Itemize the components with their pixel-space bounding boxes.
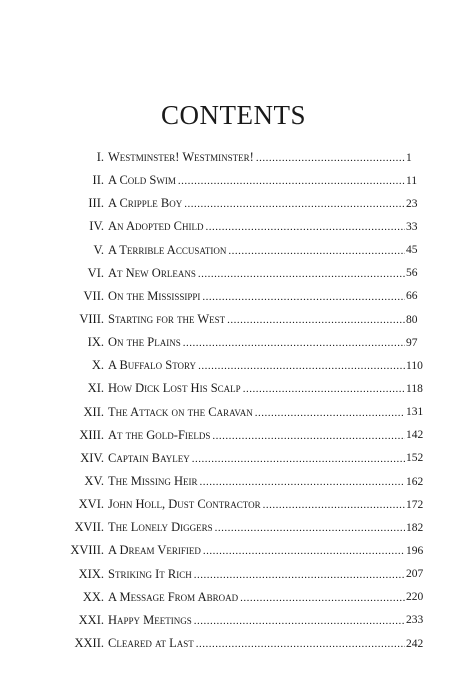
chapter-title-line bbox=[108, 289, 405, 304]
chapter-number: VII. bbox=[83, 288, 104, 303]
chapter-title-line bbox=[108, 636, 405, 651]
chapter-title: A Cold Swim bbox=[108, 173, 176, 188]
toc-entry bbox=[0, 586, 467, 609]
chapter-number: XVI. bbox=[78, 497, 104, 512]
toc-entry bbox=[0, 285, 467, 308]
toc-entry bbox=[0, 424, 467, 447]
dot-leader bbox=[194, 569, 405, 581]
chapter-title-line bbox=[108, 196, 405, 211]
chapter-number: XIII. bbox=[79, 427, 104, 442]
toc-entry bbox=[0, 215, 467, 238]
chapter-number: VI. bbox=[87, 265, 104, 280]
chapter-number: III. bbox=[88, 196, 104, 211]
page-number: 220 bbox=[406, 591, 424, 604]
chapter-title-line bbox=[108, 243, 405, 258]
toc-entry bbox=[0, 239, 467, 262]
page-number: 1 bbox=[406, 151, 412, 164]
page-number: 196 bbox=[406, 544, 424, 557]
chapter-title-line bbox=[108, 497, 405, 512]
chapter-title-line bbox=[108, 613, 405, 628]
dot-leader bbox=[194, 615, 405, 627]
chapter-title: On the Plains bbox=[108, 335, 181, 350]
chapter-number: XV. bbox=[84, 474, 104, 489]
dot-leader bbox=[243, 383, 405, 395]
chapter-title: Striking It Rich bbox=[108, 566, 192, 581]
chapter-title-line bbox=[108, 219, 405, 234]
chapter-number: XIV. bbox=[80, 450, 104, 465]
chapter-title-line bbox=[108, 590, 405, 605]
toc-entry bbox=[0, 377, 467, 400]
page-number: 162 bbox=[406, 475, 424, 488]
chapter-title: On the Mississippi bbox=[108, 288, 201, 303]
dot-leader bbox=[178, 175, 405, 187]
toc-entry bbox=[0, 563, 467, 586]
chapter-title: An Adopted Child bbox=[108, 219, 204, 234]
chapter-number: I. bbox=[96, 150, 104, 165]
contents-heading: CONTENTS bbox=[161, 100, 306, 130]
page-number: 23 bbox=[406, 197, 418, 210]
page-number: 56 bbox=[406, 267, 418, 280]
chapter-title-line bbox=[108, 543, 405, 558]
dot-leader bbox=[212, 430, 405, 442]
page-number: 172 bbox=[406, 498, 424, 511]
chapter-number: XI. bbox=[87, 381, 104, 396]
toc-entry bbox=[0, 308, 467, 331]
toc-entry bbox=[0, 354, 467, 377]
toc-entry bbox=[0, 447, 467, 470]
toc-entry bbox=[0, 169, 467, 192]
chapter-title: The Attack on the Caravan bbox=[108, 404, 253, 419]
dot-leader bbox=[202, 291, 405, 303]
chapter-title-line bbox=[108, 150, 405, 165]
toc-entry bbox=[0, 609, 467, 632]
dot-leader bbox=[192, 453, 405, 465]
page-number: 242 bbox=[406, 637, 424, 650]
chapter-number: VIII. bbox=[79, 312, 104, 327]
dot-leader bbox=[205, 221, 405, 233]
table-of-contents bbox=[0, 146, 467, 655]
chapter-number: V. bbox=[93, 242, 104, 257]
page-number: 152 bbox=[406, 452, 424, 465]
toc-entry bbox=[0, 470, 467, 493]
chapter-title-line bbox=[108, 381, 405, 396]
chapter-title: Starting for the West bbox=[108, 312, 226, 327]
chapter-title: Captain Bayley bbox=[108, 450, 190, 465]
dot-leader bbox=[215, 522, 405, 534]
page-number: 182 bbox=[406, 521, 424, 534]
chapter-title-line bbox=[108, 266, 405, 281]
toc-entry bbox=[0, 262, 467, 285]
chapter-number: XII. bbox=[83, 404, 104, 419]
chapter-title-line bbox=[108, 451, 405, 466]
page-number: 11 bbox=[406, 174, 418, 187]
dot-leader bbox=[228, 245, 405, 257]
toc-entry bbox=[0, 539, 467, 562]
chapter-title-line bbox=[108, 173, 405, 188]
page-number: 45 bbox=[406, 244, 418, 257]
toc-entry bbox=[0, 331, 467, 354]
chapter-title-line bbox=[108, 358, 405, 373]
chapter-number: XXI. bbox=[78, 612, 104, 627]
chapter-title: Happy Meetings bbox=[108, 612, 192, 627]
chapter-title-line bbox=[108, 428, 405, 443]
dot-leader bbox=[227, 314, 405, 326]
chapter-number: X. bbox=[91, 358, 104, 373]
chapter-title: How Dick Lost His Scalp bbox=[108, 381, 241, 396]
dot-leader bbox=[183, 337, 405, 349]
chapter-number: XIX. bbox=[78, 566, 104, 581]
chapter-title: At the Gold-Fields bbox=[108, 427, 211, 442]
chapter-title: A Message From Abroad bbox=[108, 589, 239, 604]
chapter-title: A Buffalo Story bbox=[108, 358, 197, 373]
dot-leader bbox=[184, 198, 405, 210]
page-number: 142 bbox=[406, 429, 424, 442]
chapter-title: Cleared at Last bbox=[108, 636, 194, 651]
toc-entry bbox=[0, 401, 467, 424]
chapter-title: At New Orleans bbox=[108, 265, 196, 280]
dot-leader bbox=[263, 499, 405, 511]
chapter-title-line bbox=[108, 312, 405, 327]
toc-entry bbox=[0, 516, 467, 539]
chapter-title: John Holl, Dust Contractor bbox=[108, 497, 261, 512]
chapter-title: A Cripple Boy bbox=[108, 196, 183, 211]
chapter-number: II. bbox=[92, 173, 104, 188]
toc-entry bbox=[0, 192, 467, 215]
dot-leader bbox=[198, 268, 405, 280]
page-number: 207 bbox=[406, 568, 424, 581]
page-number: 66 bbox=[406, 290, 418, 303]
dot-leader bbox=[256, 152, 405, 164]
chapter-title-line bbox=[108, 520, 405, 535]
chapter-title-line bbox=[108, 405, 405, 420]
toc-entry bbox=[0, 493, 467, 516]
chapter-title-line bbox=[108, 474, 405, 489]
page-number: 33 bbox=[406, 220, 418, 233]
chapter-title-line bbox=[108, 335, 405, 350]
dot-leader bbox=[255, 407, 405, 419]
page-number: 110 bbox=[406, 359, 423, 372]
chapter-number: IV. bbox=[89, 219, 104, 234]
chapter-title: Westminster! Westminster! bbox=[108, 150, 254, 165]
chapter-title: A Terrible Accusation bbox=[108, 242, 227, 257]
dot-leader bbox=[198, 360, 405, 372]
toc-entry bbox=[0, 146, 467, 169]
chapter-number: XX. bbox=[82, 589, 104, 604]
chapter-number: XVIII. bbox=[70, 543, 104, 558]
toc-entry bbox=[0, 632, 467, 655]
chapter-number: IX. bbox=[87, 335, 104, 350]
dot-leader bbox=[203, 545, 405, 557]
dot-leader bbox=[240, 592, 405, 604]
chapter-title: The Missing Heir bbox=[108, 474, 198, 489]
page-number: 233 bbox=[406, 614, 424, 627]
dot-leader bbox=[196, 638, 405, 650]
page-number: 131 bbox=[406, 406, 424, 419]
page-number: 80 bbox=[406, 313, 418, 326]
dot-leader bbox=[200, 476, 405, 488]
page-number: 97 bbox=[406, 336, 418, 349]
chapter-title-line bbox=[108, 567, 405, 582]
chapter-title: A Dream Verified bbox=[108, 543, 201, 558]
chapter-number: XXII. bbox=[74, 636, 104, 651]
chapter-title: The Lonely Diggers bbox=[108, 520, 213, 535]
page-number: 118 bbox=[406, 382, 423, 395]
chapter-number: XVII. bbox=[74, 520, 104, 535]
